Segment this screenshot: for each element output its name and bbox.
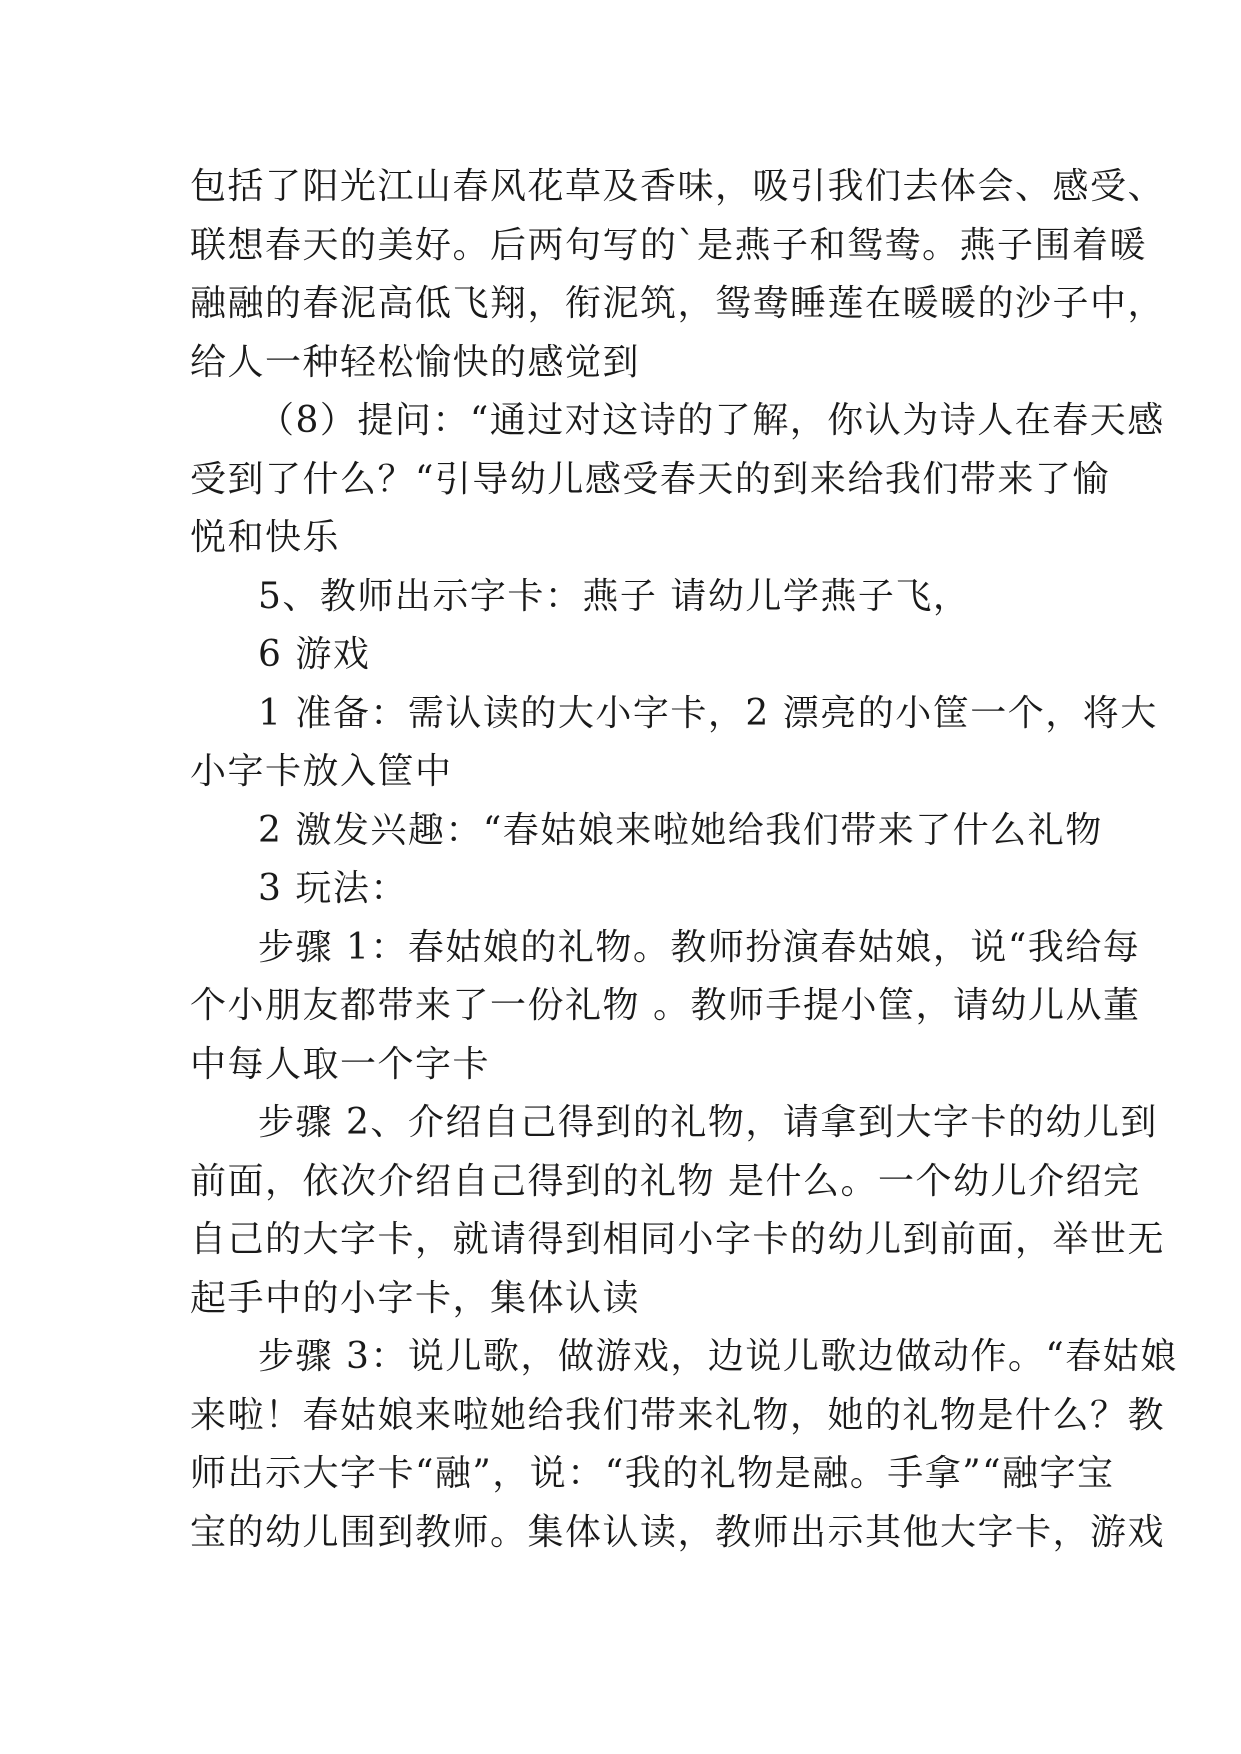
paragraph xyxy=(190,802,1103,861)
text-line: 步骤 3：说儿歌，做游戏，边说儿歌边做动作。“春姑娘 xyxy=(258,1336,1178,1377)
text-line: 5、教师出示字卡：燕子 请幼儿学燕子飞， xyxy=(258,575,971,617)
paragraph xyxy=(190,1094,1166,1328)
text-line: 小字卡放入筐中 xyxy=(190,751,453,792)
paragraph xyxy=(190,568,1070,627)
text-line: 步骤 2、介绍自己得到的礼物，请拿到大字卡的幼儿到 xyxy=(258,1102,1158,1143)
paragraph xyxy=(190,158,1166,392)
text-line: 个小朋友都带来了一份礼物 。教师手提小筐，请幼儿从董 xyxy=(190,985,1141,1026)
text-line: 联想春天的美好。后两句写的`是燕子和鸳鸯。燕子围着暖 xyxy=(190,224,1148,266)
text-line: 宝的幼儿围到教师。集体认读，教师出示其他大字卡，游戏 xyxy=(190,1511,1166,1553)
text-line: 2 激发兴趣：“春姑娘来啦她给我们带来了什么礼物 xyxy=(258,809,1103,851)
text-line: 融融的春泥高低飞翔，衔泥筑，鸳鸯睡莲在暖暖的沙子中， xyxy=(190,283,1166,324)
paragraph xyxy=(190,860,1070,919)
paragraph xyxy=(190,685,1158,802)
text-line: （8）提问：“通过对这诗的了解，你认为诗人在春天感 xyxy=(258,400,1165,441)
text-line: 中每人取一个字卡 xyxy=(190,1043,491,1085)
text-line: 受到了什么？“引导幼儿感受春天的到来给我们带来了愉 xyxy=(190,458,1110,500)
paragraph xyxy=(190,392,1165,568)
text-line: 3 玩法： xyxy=(258,868,408,909)
paragraph xyxy=(190,626,1070,685)
text-line: 悦和快乐 xyxy=(190,517,341,558)
text-line: 6 游戏 xyxy=(258,634,371,675)
paragraph xyxy=(190,1328,1178,1562)
text-line: 前面，依次介绍自己得到的礼物 是什么。一个幼儿介绍完 xyxy=(190,1160,1141,1202)
text-line: 包括了阳光江山春风花草及香味，吸引我们去体会、感受、 xyxy=(190,166,1166,207)
text-line: 起手中的小字卡，集体认读 xyxy=(190,1277,641,1319)
text-line: 自己的大字卡，就请得到相同小字卡的幼儿到前面，举世无 xyxy=(190,1219,1166,1260)
text-line: 来啦！春姑娘来啦她给我们带来礼物，她的礼物是什么？教 xyxy=(190,1394,1166,1436)
text-line: 师出示大字卡“融”，说：“我的礼物是融。手拿”“融字宝 xyxy=(190,1453,1115,1494)
text-line: 给人一种轻松愉快的感觉到 xyxy=(190,341,641,383)
document-body xyxy=(190,158,1178,1562)
text-line: 1 准备：需认读的大小字卡，2 漂亮的小筐一个，将大 xyxy=(258,692,1158,734)
text-line: 步骤 1：春姑娘的礼物。教师扮演春姑娘，说“我给每 xyxy=(258,926,1141,968)
paragraph xyxy=(190,919,1141,1095)
